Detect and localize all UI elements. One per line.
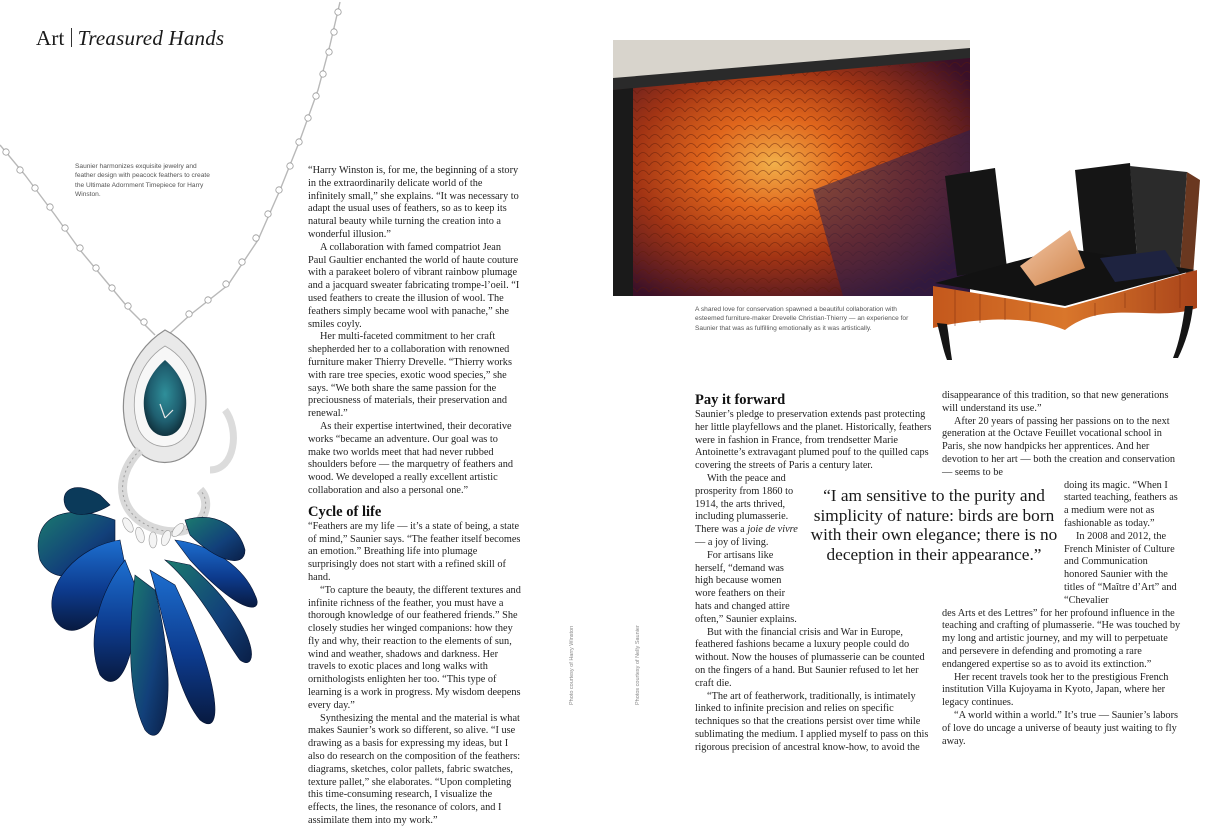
body-paragraph: A collaboration with famed compatriot Jean Paul Gaultier enchanted the world of haute couture with a parakeet bolero of vibrant rainbow plumage and a jacquard sweater fabricating trompe-l’oeil. “I used feathers to create the illusion of wool. The feathers simply became wool with panache,” she smiles coyly. [308,241,520,330]
body-paragraph: As their expertise intertwined, their decorative works “became an adventure. Our goal was to make two worlds meet that had never rubbed shoulders before — the marquetry of feathers and wood. We developed a really excellent artistic collaboration and also a personal one.” [308,420,514,496]
body-paragraph: After 20 years of passing her passions on to the next generation at the Octave Feuillet vocational school in Paris, she now handpicks her apprentices. And her devotion to her art — both the creation and conservation — seems to be [942,415,1176,478]
article-column-1 [308,165,521,828]
body-paragraph: Saunier’s pledge to preservation extends past protecting her little playfellows and the planet. Historically, feathers were in fashion in France, from trendsetter Marie Antoinette’s extravagant plumed pouf to the quilled caps covering the streets of Paris a century later. [695,409,932,472]
body-paragraph: “A world within a world.” It’s true — Saunier’s labors of love do uncage a universe of beauty just waiting to fly away. [942,709,1179,747]
body-paragraph: des Arts et des Lettres” for her profound influence in the teaching and crafting of plumasserie. “He was touched by my long and artistic journey, and my will to perpetuate and persevere in defending and promoting a rare endangered expertise so as to avoid its extinction.” [942,607,1181,670]
column-3-narrow-block [1064,480,1182,608]
body-paragraph: Synthesizing the mental and the material is what makes Saunier’s work so different, so alive. “I use drawing as a basis for expressing my ideas, but I also do research on the composition of the feathers: diagrams, sketches, color pallets, fabric swatches, texture pallet,” she elaborates. “Upon completing this time-consuming research, I visualize the effects, the lines, the resonance of colors, and I assimilate them into my work.” [308,712,521,827]
section-label: Art [36,26,65,50]
necklace-image [0,0,350,760]
section-heading-cycle-of-life: Cycle of life [308,503,382,520]
body-paragraph: “The art of featherwork, traditionally, is intimately linked to infinite precision and relies on specific techniques so that the creations persist over time while sublimating the medium. I applied myself to pass on this rigorous precision of ancestral know-how, to avoid the [695,690,929,753]
body-paragraph: disappearance of this tradition, so that new generations will understand its use.” [942,390,1169,414]
body-paragraph: Her multi-faceted commitment to her craft shepherded her to a collaboration with renowned furniture maker Thierry Drevelle. “Thierry works with rare tree species, exotic wood species,” she says. “We both share the same passion for the preciousness of materials, their preservation and renewal.” [308,331,512,420]
body-paragraph: “To capture the beauty, the different textures and infinite richness of the feather, you must have a thorough knowledge of our feathered friends.” She closely studies her winged companions: how they fly and why, their reaction to the elements of sun, wind and weather, shadows and darkness. Her travels to exotic places and long walks with ornithologists enlighten her too. “This type of learning is a work in progress. My wisdom deepens every day.” [308,584,521,711]
article-title: Treasured Hands [77,26,225,50]
body-paragraph: doing its magic. “When I started teaching, feathers as a medium were not as fashionable as today.” [1064,479,1178,529]
body-paragraph: In 2008 and 2012, the French Minister of Culture and Communication honored Saunier with the titles of “Maître d’Art” and “Chevalier [1064,530,1177,606]
article-column-3 [942,390,1182,748]
body-paragraph: But with the financial crisis and War in Europe, feathered fashions became a luxury people could do without. Now the houses of plumasserie can be counted on the fingers of a hand. But Saunier refused to let her craft die. [695,626,925,689]
photo-credit-harry-winston: Photo courtesy of Harry Winston [569,625,575,705]
body-paragraph: With the peace and prosperity from 1860 to 1914, the arts thrived, including plumasserie. There was a joie de vivre — a joy of living. [695,472,798,548]
furniture-caption: A shared love for conservation spawned a beautiful collaboration with esteemed furniture-maker Drevelle Christian-Thierry — an experience for Saunier that was as fulfilling emotionally as it was artistically. [695,306,909,332]
cabinet-photo [925,158,1207,363]
article-column-2 [695,392,933,755]
pull-quote: “I am sensitive to the purity and simplicity of nature: birds are born with their own elegance; there is no deception in their appearance.” [810,486,1058,564]
body-paragraph: “Harry Winston is, for me, the beginning of a story in the extraordinarily delicate world of the infinitely small,” she explains. “It was necessary to adapt the usual uses of feathers, so as to keep its natural beauty while turning the creation into a wonderful illusion.” [308,165,519,240]
section-heading-pay-it-forward: Pay it forward [695,392,786,408]
jewel-caption: Saunier harmonizes exquisite jewelry and feather design with peacock feathers to create the Ultimate Adornment Timepiece for Harry Winston. [75,163,210,199]
column-2-narrow-block [695,473,802,627]
body-paragraph: For artisans like herself, “demand was high because women wore feathers on their hats and changed attire often,” Saunier explains. [695,549,797,625]
feather-marquetry-photo [613,40,970,296]
body-paragraph: “Feathers are my life — it’s a state of being, a state of mind,” Saunier says. “The feather itself becomes an emotion.” Breathing life into plumage surprisingly does not start with a refined skill of hand. [308,520,521,583]
body-paragraph: Her recent travels took her to the prestigious French institution Villa Kujoyama in Kyoto, Japan, where her legacy continues. [942,671,1169,709]
photo-credit-nelly-saunier: Photos courtesy of Nelly Saunier [635,625,641,705]
